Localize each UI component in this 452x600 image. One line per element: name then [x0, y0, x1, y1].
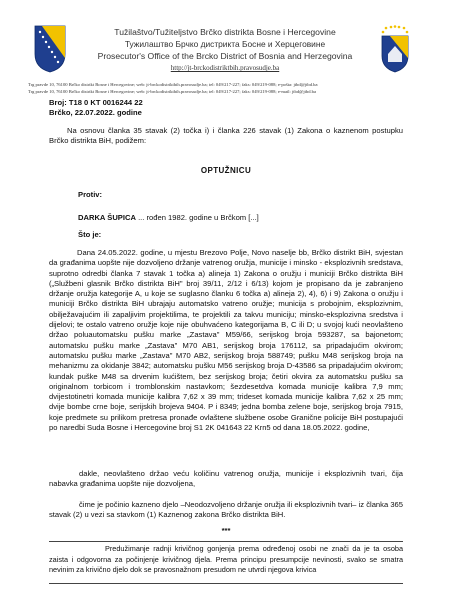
header-title-latin: Tužilaštvo/Tužiteljstvo Brčko distrikta Bosne i Hercegovine — [114, 27, 336, 37]
accused-line — [78, 213, 259, 222]
document-title: OPTUŽNICU — [200, 166, 252, 175]
section-separator: *** — [221, 526, 231, 535]
header-title-cyrillic: Тужилаштво Брчко дистрикта Босне и Херцеговине — [124, 39, 326, 49]
charges-label: Što je: — [78, 230, 102, 239]
brcko-district-emblem-icon — [378, 24, 412, 74]
header-title-english: Prosecutor's Office of the Brcko District of Bosnia and Herzegovina — [97, 51, 353, 61]
accused-name: DARKA ŠUPICA — [78, 213, 136, 222]
header-website-link[interactable]: http://jt-brckodistriktbih.pravosudje.ba — [170, 64, 280, 72]
charge-summary-paragraph: dakle, neovlašteno držao veću količinu vatrenog oružja, municije i eksplozivnih tvari, čija nabavka građanima uopšte nije dozvoljena, — [49, 469, 403, 489]
document-date: Brčko, 22.07.2022. godine — [49, 108, 142, 117]
bih-coat-of-arms-icon — [33, 24, 67, 74]
accused-details: ... rođen 1982. godine u Brčkom [...] — [135, 213, 259, 222]
contact-line-alt: Trg pravde 10, 76100 Brčko distrikt Bosne i Hercegovine; web: jt-brckodistriktbih.pravosudje.ba; tel: 049/217-227; faks: 049/219-088; e-mail: jtbd@jtbd.ba — [28, 89, 316, 94]
case-number: Broj: T18 0 KT 0016244 22 — [49, 98, 143, 107]
legal-qualification-paragraph: čime je počinio kazneno djelo –Neodozvoljeno držanje oružja ili eksplozivnih tvari– iz članka 365 stavak (2) u vezi sa stavkom (1) Kaznenog zakona Brčko distrikta BiH. — [49, 500, 403, 520]
footnote-bottom-rule — [49, 583, 403, 584]
contact-line-local: Trg pravde 10, 76100 Brčko distrikt Bosne i Hercegovine; web: jt-brckodistriktbih.pravosudje.ba; tel: 049/217-227; faks: 049/219-088; e-pošta: jtbd@jtbd.ba — [28, 82, 318, 87]
presumption-of-innocence-note: Predužimanje radnji krivičnog gonjenja prema određenoj osobi ne znači da je ta osoba zaista i odgovorna za počinjenje krivičnog djela. Prema principu presumpcije nevinosti, svako se smatra nevinim za krivično djelo dok se pravosnažnom presudom ne utvrdi njegova krivica — [49, 544, 403, 575]
charge-description-paragraph: Dana 24.05.2022. godine, u mjestu Brezovo Polje, Novo naselje bb, Brčko distrikt BiH, svjestan da građanima uopšte nije dozvoljeno držanje vatrenog oružja, municije i minsko - eksplozivnih sredstava, suprotno odredbi članka 7 stavak 1 točka a) alineja 1) Zakona o oružju i municiji Brčko distrikta BiH („Službeni glasnik Brčko distrikta BiH" broj 39/11, 2/12 i 6/13) kojom je propisano da je zabranjeno držanje oružja kategorije A, u koje se suglasno članku 6 točka a) alineja 2), 4), 6) i 9) Zakona o oružju i municiji Brčko distrikta BiH ubrajaju automatsko vatreno oružje; municija s probojnim, eksplozivnim, obilježavajućim ili zapaljivim projektilima, te projektili za takvu municiju; minsko-eksplozivna sredstva i dijelovi; te ostalo vatreno oružje koje nije obuhvaćeno kategorijama B, C ili D; u svojoj kući neovlašteno držao poluautomatsku pušku marke „Zastava" M59/66, serijskog broja 593287, sa bajonetom; automatsku pušku marke „Zastava" M70 AB1, serijskog broja 176112, sa pripadajućim okvirom; automatsku pušku marke „Zastava" M70 AB2, serijskog broja 588749; pušku M48 serijskog broja na mehanizmu za okidanje 3842; automatsku pušku M56 serijskog broja D-43586 sa pripadajućim okvirom; kundak puške M48 sa drvenim kućištem, bez serijskog broja; četiri okvira za automatsku pušku sa originalnom torbicom i tromblonskim nastavkom; šezdesetdva komada municije kalibra 7,9 mm; dvijestotinetri komada municije kalibra 7,62 x 39 mm; trideset komada municije kalibra 7,62 x 25 mm; dvije bombe crne boje, serijskih brojeva 9404. P i 8349; jedna bomba zelene boje, serijskog broja 7915, koje predmete su prilikom pretresa pronađe ovlaštene službene osobe Granične policije BiH postupajući po naredbi Suda Bosne i Hercegovine broj S1 2K 041643 22 Krn5 od dana 18.05.2022. godine, — [49, 248, 403, 433]
intro-paragraph: Na osnovu članka 35 stavak (2) točka i) i članka 226 stavak (1) Zakona o kaznenom postupku Brčko distrikta BiH, podižem: — [49, 126, 403, 146]
against-label: Protiv: — [78, 190, 103, 199]
footnote-top-rule — [49, 541, 403, 542]
